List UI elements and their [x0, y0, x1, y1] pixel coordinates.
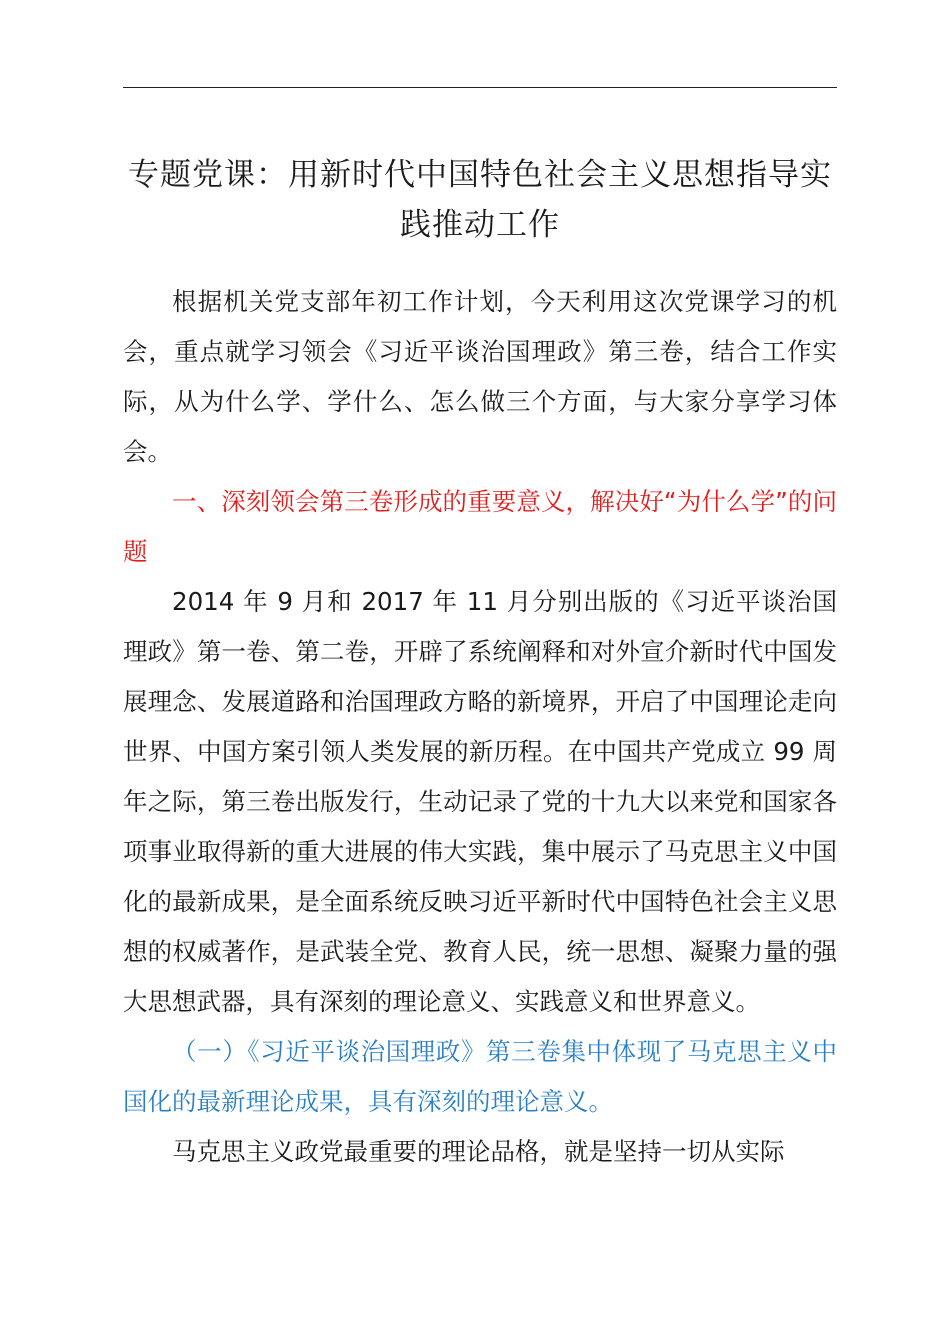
header-rule: [123, 87, 837, 88]
intro-paragraph: 根据机关党支部年初工作计划，今天利用这次党课学习的机会，重点就学习领会《习近平谈治国理政》第三卷，结合工作实际，从为什么学、学什么、怎么做三个方面，与大家分享学习体会。: [123, 287, 837, 466]
document-title: 专题党课：用新时代中国特色社会主义思想指导实践推动工作: [128, 157, 832, 243]
body-paragraph: 2014 年 9 月和 2017 年 11 月分别出版的《习近平谈治国理政》第一卷、第二卷，开辟了系统阐释和对外宣介新时代中国发展理念、发展道路和治国理政方略的新境界，开启了中国理论走向世界、中国方案引领人类发展的新历程。在中国共产党成立 99 周年之际，第三卷出版发行，生动记录了党的十九大以来党和国家各项事业取得新的重大进展的伟大实践，集中展示了马克思主义中国化的最新成果，是全面系统反映习近平新时代中国特色社会主义思想的权威著作，是武装全党、教育人民，统一思想、凝聚力量的强大思想武器，具有深刻的理论意义、实践意义和世界意义。: [123, 587, 837, 1016]
section-heading-1: 一、深刻领会第三卷形成的重要意义，解决好“为什么学”的问题: [123, 487, 837, 566]
subsection-heading-1: （一）《习近平谈治国理政》第三卷集中体现了马克思主义中国化的最新理论成果，具有深刻的理论意义。: [123, 1037, 837, 1116]
document-body: [123, 277, 837, 1177]
body-paragraph: 马克思主义政党最重要的理论品格，就是坚持一切从实际: [172, 1137, 785, 1166]
